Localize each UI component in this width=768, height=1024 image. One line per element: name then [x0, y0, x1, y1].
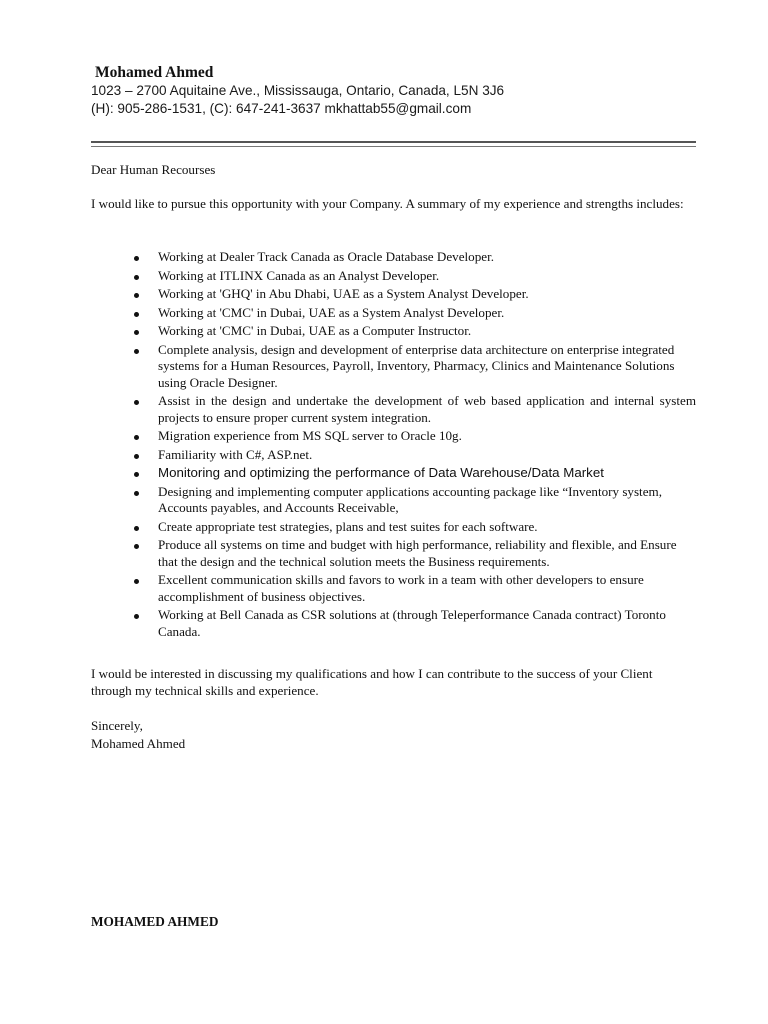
list-item: Designing and implementing computer applications accounting package like “Inventory system, Accounts payables, and Accounts Receivable, [91, 484, 696, 517]
list-item: Produce all systems on time and budget with high performance, reliability and flexible, and Ensure that the design and the technical solution meets the Business requirements. [91, 537, 696, 570]
list-item: Monitoring and optimizing the performance of Data Warehouse/Data Market [91, 465, 696, 482]
experience-list [91, 249, 696, 642]
footer-name: MOHAMED AHMED [91, 914, 219, 929]
list-item: Working at Bell Canada as CSR solutions at (through Teleperformance Canada contract) Toronto Canada. [91, 607, 696, 640]
bullet-icon [134, 293, 139, 298]
bullet-icon [134, 472, 139, 477]
list-item: Working at 'GHQ' in Abu Dhabi, UAE as a System Analyst Developer. [91, 286, 696, 303]
list-item: Working at 'CMC' in Dubai, UAE as a Computer Instructor. [91, 323, 696, 340]
sender-address: 1023 – 2700 Aquitaine Ave., Mississauga, Ontario, Canada, L5N 3J6 [91, 83, 505, 98]
bullet-icon [134, 330, 139, 335]
bullet-icon [134, 275, 139, 280]
sender-name: Mohamed Ahmed [95, 64, 214, 81]
list-item: Create appropriate test strategies, plans and test suites for each software. [91, 519, 696, 536]
list-item: Migration experience from MS SQL server to Oracle 10g. [91, 428, 696, 445]
salutation: Dear Human Recourses [91, 162, 216, 177]
list-item: Working at ITLINX Canada as an Analyst Developer. [91, 268, 696, 285]
list-item: Excellent communication skills and favors to work in a team with other developers to ensure accomplishment of business objectives. [91, 572, 696, 605]
bullet-icon [134, 544, 139, 549]
bullet-icon [134, 400, 139, 405]
list-item: Complete analysis, design and development of enterprise data architecture on enterprise integrated systems for a Human Resources, Payroll, Inventory, Pharmacy, Clinics and Maintenance Solutions using Oracle Designer. [91, 342, 696, 392]
closing-paragraph: I would be interested in discussing my qualifications and how I can contribute to the success of your Client through my technical skills and experience. [91, 666, 653, 698]
list-item: Assist in the design and undertake the development of web based application and internal system projects to ensure proper current system integration. [91, 393, 696, 426]
bullet-icon [134, 579, 139, 584]
bullet-icon [134, 614, 139, 619]
sender-phones-email: (H): 905-286-1531, (C): 647-241-3637 mkhattab55@gmail.com [91, 101, 472, 116]
intro-paragraph: I would like to pursue this opportunity with your Company. A summary of my experience and strengths includes: [91, 196, 684, 211]
list-item: Working at 'CMC' in Dubai, UAE as a System Analyst Developer. [91, 305, 696, 322]
bullet-icon [134, 256, 139, 261]
bullet-icon [134, 349, 139, 354]
bullet-icon [134, 526, 139, 531]
bullet-icon [134, 454, 139, 459]
sign-off: Sincerely, [91, 718, 143, 733]
bullet-icon [134, 435, 139, 440]
bullet-icon [134, 491, 139, 496]
header-divider-thick [91, 141, 696, 143]
header-divider-thin [91, 146, 696, 147]
signer-name: Mohamed Ahmed [91, 736, 186, 751]
list-item: Working at Dealer Track Canada as Oracle Database Developer. [91, 249, 696, 266]
list-item: Familiarity with C#, ASP.net. [91, 447, 696, 464]
bullet-icon [134, 312, 139, 317]
